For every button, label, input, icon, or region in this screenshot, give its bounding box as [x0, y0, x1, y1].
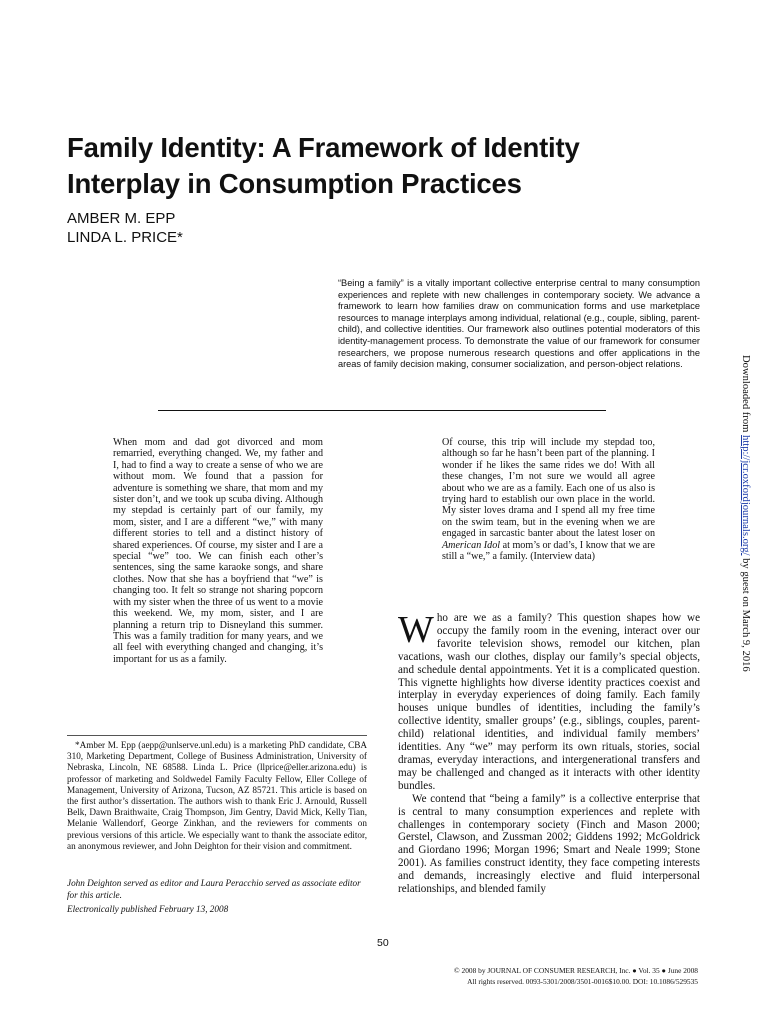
drop-cap: W: [398, 609, 434, 651]
author-footnote: [67, 740, 367, 852]
vignette-left-column: [113, 437, 323, 665]
journal-link[interactable]: http://jcr.oxfordjournals.org/: [740, 435, 751, 556]
vignette-text: at mom’s or dad’s, I know that we are still a “we,” a family. (Interview data): [442, 539, 656, 563]
author-list: [67, 209, 183, 247]
vignette-italic-text: American Idol: [442, 539, 501, 551]
body-paragraph: We contend that “being a family” is a collective enterprise that is central to many consumption experiences and replete with challenges in contemporary society (Finch and Mason 2000; Gerstel, Clawson, and Zussman 2002; Giddens 1992; McGoldrick and Giordano 1996; Morgan 1996; Smart and Neale 1999; Stone 2001). As families construct identity, they face competing interests and demands, increasingly elective and fluid interpersonal relationships, and blended family: [398, 792, 700, 896]
article-title: Family Identity: A Framework of Identity Interplay in Consumption Practices: [67, 132, 580, 200]
editorial-notes: [67, 878, 367, 919]
author-name: LINDA L. PRICE*: [67, 229, 183, 246]
download-sidebar: [740, 355, 758, 705]
vignette-paragraph: [442, 437, 655, 562]
body-paragraph: [398, 609, 700, 793]
download-prefix: Downloaded from: [740, 355, 751, 436]
vignette-right-column: [442, 437, 655, 562]
author-name: AMBER M. EPP: [67, 210, 176, 227]
epub-note: Electronically published February 13, 2008: [67, 904, 229, 914]
copyright-block: [454, 966, 698, 987]
editor-note: John Deighton served as editor and Laura Peracchio served as associate editor for this article.: [67, 878, 361, 900]
vignette-text: Of course, this trip will include my stepdad too, although so far he hasn’t been part of the planning. I wonder if he likes the same rides we do! With all these changes, I’m not sure we would all agree about who we are as a family. Each one of us also is trying hard to establish our own place in the world. My sister loves drama and I spend all my free time on the swim team, but in the evening when we are engaged in sarcastic banter about the latest loser on: [442, 437, 655, 540]
download-suffix: by guest on March 9, 2016: [740, 555, 751, 672]
vignette-paragraph: When mom and dad got divorced and mom remarried, everything changed. We, my father and I, had to find a way to create a sense of who we are without mom. We found that a passion for adventure is something we share, that mom and my sister don’t, and we took up scuba diving. Although my stepdad is certainly part of our family, my mom, sister, and I are a different “we,” with many different stories to tell and a distinct history of shared experiences. Of course, my sister and I are a special “we” too. We can finish each other’s sentences, sing the same karaoke songs, and share clothes. Now that she has a boyfriend that “we” is changing too. It felt so strange not sharing popcorn with my sister when the three of us went to a movie this weekend. We, my mom, sister, and I are planning a return trip to Disneyland this summer. This was a family tradition for many years, and we all feel with everything changed and changing, it’s important for us as a family.: [113, 437, 323, 665]
page-number: 50: [377, 937, 389, 949]
download-notice: [740, 355, 751, 672]
copyright-line: All rights reserved. 0093-5301/2008/3501-0016$10.00. DOI: 10.1086/529535: [467, 976, 698, 986]
copyright-line: © 2008 by JOURNAL OF CONSUMER RESEARCH, Inc. ● Vol. 35 ● June 2008: [454, 966, 698, 975]
section-divider: [158, 410, 606, 411]
footnote-divider: [67, 735, 367, 736]
abstract: “Being a family” is a vitally important collective enterprise central to many consumption experiences and replete with new challenges in contemporary society. We advance a framework to learn how families draw on communication forms and use marketplace resources to manage interplays among individual, relational (e.g., couple, sibling, parent-child), and collective identities. Our framework also outlines potential moderators of this identity-management process. To demonstrate the value of our framework for consumer researchers, we propose numerous research questions and offer applications in the areas of family decision making, consumer socialization, and person-object relations.: [338, 278, 700, 370]
footnote-text: *Amber M. Epp (aepp@unlserve.unl.edu) is a marketing PhD candidate, CBA 310, Marketing Department, College of Business Administration, University of Nebraska, Lincoln, NE 68588. Linda L. Price (llprice@eller.arizona.edu) is professor of marketing and Soldwedel Family Faculty Fellow, Eller College of Management, University of Arizona, Tucson, AZ 85721. This article is based on the first author’s dissertation. The authors wish to thank Eric J. Arnould, Russell Belk, Dawn Braithwaite, Craig Thompson, Jim Gentry, David Mick, Kelly Tian, Melanie Wallendorf, George Zinkhan, and the reviewers for comments on previous versions of this article. We especially want to thank the associate editor, an anonymous reviewer, and John Deighton for their vision and commitment.: [67, 740, 367, 851]
body-text: [398, 609, 700, 896]
body-paragraph-text: ho are we as a family? This question shapes how we occupy the family room in the evening, interact over our favorite television shows, remodel our kitchen, plan vacations, wash our clothes, display our family’s special objects, and schedule dental appointments. Yet it is a complicated question. This vignette highlights how diverse identity practices coexist and interplay in everyday experiences of doing family. Each family houses unique bundles of identities, including the family’s collective identity, smaller groups’ (e.g., siblings, couples, parent-child) relational identities, and individual family members’ identities. Any “we” may perform its own rituals, stories, social dramas, everyday interactions, and intergenerational transfers and may be challenged and changed as it interacts with other identity bundles.: [398, 612, 700, 792]
